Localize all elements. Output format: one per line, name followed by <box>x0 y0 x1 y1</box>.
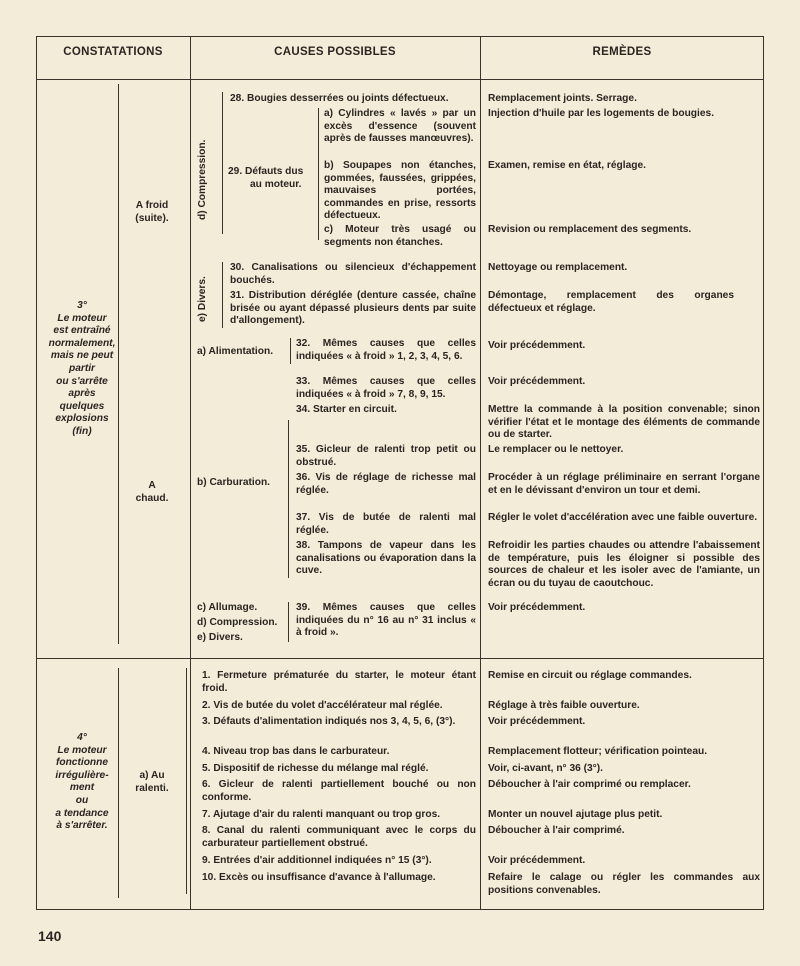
carburation-brace <box>288 420 289 578</box>
group-compression-2: d) Compression. <box>197 617 278 628</box>
cause-30: 30. Canalisations ou silencieux d'échappement bouchés. <box>230 262 476 286</box>
remedy-34: Mettre la commande à la position convenable; sinon vérifier l'état et le montage des éléments de commande ou de starter. <box>488 404 760 441</box>
cause-33: 33. Mêmes causes que celles indiquées « à froid » 7, 8, 9, 15. <box>296 376 476 400</box>
cause-37: 37. Vis de butée de ralenti mal réglée. <box>296 512 476 536</box>
s4-remedy-5: Voir, ci-avant, n° 36 (3°). <box>488 763 603 774</box>
cause-28: 28. Bougies desserrées ou joints défectueux. <box>230 93 449 104</box>
cause-32: 32. Mêmes causes que celles indiquées « à froid » 1, 2, 3, 4, 5, 6. <box>296 338 476 362</box>
s4-remedy-2: Réglage à très faible ouverture. <box>488 700 640 711</box>
section-rule <box>36 658 764 659</box>
cause-35: 35. Gicleur de ralenti trop petit ou obstrué. <box>296 444 476 468</box>
remedy-38: Refroidir les parties chaudes ou attendre l'abaissement de température, puis les éloigner si possible des sources de chaleur et les isoler avec de l'amiante, un écran ou du tuyau de caoutchouc. <box>488 540 760 589</box>
remedy-37: Régler le volet d'accélération avec une faible ouverture. <box>488 512 758 523</box>
remedy-29a: Injection d'huile par les logements de bougies. <box>488 108 715 119</box>
remedy-31: Démontage, remplacement des organes défectueux et réglage. <box>488 290 734 314</box>
section3-brace <box>118 84 119 644</box>
section4-title: 4° Le moteur fonctionne irrégulière- ment ou a tendance à s'arrêter. <box>55 732 109 832</box>
s4-cause-10: 10. Excès ou insuffisance d'avance à l'allumage. <box>202 872 436 883</box>
remedy-39: Voir précédemment. <box>488 602 586 613</box>
remedy-30: Nettoyage ou remplacement. <box>488 262 628 273</box>
page-number: 140 <box>38 928 62 944</box>
group-divers-2: e) Divers. <box>197 632 243 643</box>
remedy-35: Le remplacer ou le nettoyer. <box>488 444 624 455</box>
s4-cause-5: 5. Dispositif de richesse du mélange mal réglé. <box>202 763 429 774</box>
cause-29a: a) Cylindres « lavés » par un excès d'essence (souvent après de fausses manœuvres). <box>324 108 476 145</box>
group-compression: d) Compression. <box>197 139 208 220</box>
cold-label: A froid (suite). <box>135 200 169 224</box>
allumage-brace <box>288 602 289 642</box>
cause-34: 34. Starter en circuit. <box>296 404 397 415</box>
remedy-28: Remplacement joints. Serrage. <box>488 93 637 104</box>
group-divers: e) Divers. <box>197 276 208 322</box>
cause-38: 38. Tampons de vapeur dans les canalisations ou évaporation dans la cuve. <box>296 540 476 577</box>
group-allumage: c) Allumage. <box>197 602 258 613</box>
s4-cause-7: 7. Ajutage d'air du ralenti manquant ou trop gros. <box>202 809 441 820</box>
remedy-29b: Examen, remise en état, réglage. <box>488 160 646 171</box>
header-constatations: CONSTATATIONS <box>63 46 163 58</box>
s4-remedy-8: Déboucher à l'air comprimé. <box>488 825 625 836</box>
hot-label: A chaud. <box>135 480 169 504</box>
remedy-32: Voir précédemment. <box>488 340 586 351</box>
divers-brace <box>222 262 223 328</box>
cause-31: 31. Distribution déréglée (denture cassée, chaîne brisée ou ayant dépassé plusieurs dents par suite d'allongement). <box>230 290 476 327</box>
s4-remedy-3: Voir précédemment. <box>488 716 586 727</box>
ralenti-label: a) Au ralenti. <box>135 770 169 794</box>
group-carburation: b) Carburation. <box>197 477 271 488</box>
section3-title: 3° Le moteur est entraîné normalement, mais ne peut partir ou s'arrête après quelques explosions (fin) <box>48 300 116 437</box>
s4-remedy-1: Remise en circuit ou réglage commandes. <box>488 670 692 681</box>
s4-remedy-4: Remplacement flotteur; vérification pointeau. <box>488 746 708 757</box>
s4-remedy-6: Déboucher à l'air comprimé ou remplacer. <box>488 779 691 790</box>
defauts-label: 29. Défauts dus au moteur. <box>228 166 304 190</box>
remedy-33: Voir précédemment. <box>488 376 586 387</box>
section4-brace <box>118 668 119 898</box>
s4-remedy-9: Voir précédemment. <box>488 855 586 866</box>
column-divider-1 <box>190 36 191 910</box>
header-remedes: REMÈDES <box>592 46 652 58</box>
header-causes: CAUSES POSSIBLES <box>274 46 396 58</box>
column-divider-2 <box>480 36 481 910</box>
s4-cause-6: 6. Gicleur de ralenti partiellement bouché ou non conforme. <box>202 779 476 803</box>
header-rule <box>36 79 764 80</box>
remedy-29c: Revision ou remplacement des segments. <box>488 224 692 235</box>
s4-remedy-7: Monter un nouvel ajutage plus petit. <box>488 809 663 820</box>
cause-29b: b) Soupapes non étanches, gommées, faussées, grippées, mauvaises portées, commandes en prise, ressorts défectueux. <box>324 160 476 222</box>
s4-cause-9: 9. Entrées d'air additionnel indiquées n° 15 (3°). <box>202 855 432 866</box>
s4-cause-1: 1. Fermeture prématurée du starter, le moteur étant froid. <box>202 670 476 694</box>
compression-brace <box>222 92 223 234</box>
cause-39: 39. Mêmes causes que celles indiquées du n° 16 au n° 31 inclus « à froid ». <box>296 602 476 639</box>
cause-36: 36. Vis de réglage de richesse mal réglée. <box>296 472 476 496</box>
s4-cause-4: 4. Niveau trop bas dans le carburateur. <box>202 746 390 757</box>
group-alimentation: a) Alimentation. <box>197 346 274 357</box>
remedy-36: Procéder à un réglage préliminaire en serrant l'organe et en le dévissant d'environ un tour et demi. <box>488 472 760 496</box>
s4-cause-3: 3. Défauts d'alimentation indiqués nos 3, 4, 5, 6, (3°). <box>202 716 456 727</box>
ralenti-brace <box>186 668 187 894</box>
s4-remedy-10: Refaire le calage ou régler les commandes aux positions convenables. <box>488 872 760 896</box>
defauts-brace <box>318 108 319 240</box>
s4-cause-2: 2. Vis de butée du volet d'accélérateur mal réglée. <box>202 700 443 711</box>
s4-cause-8: 8. Canal du ralenti communiquant avec le corps du carburateur partiellement obstrué. <box>202 825 476 849</box>
cause-29c: c) Moteur très usagé ou segments non étanches. <box>324 224 476 248</box>
alimentation-brace <box>290 338 291 364</box>
